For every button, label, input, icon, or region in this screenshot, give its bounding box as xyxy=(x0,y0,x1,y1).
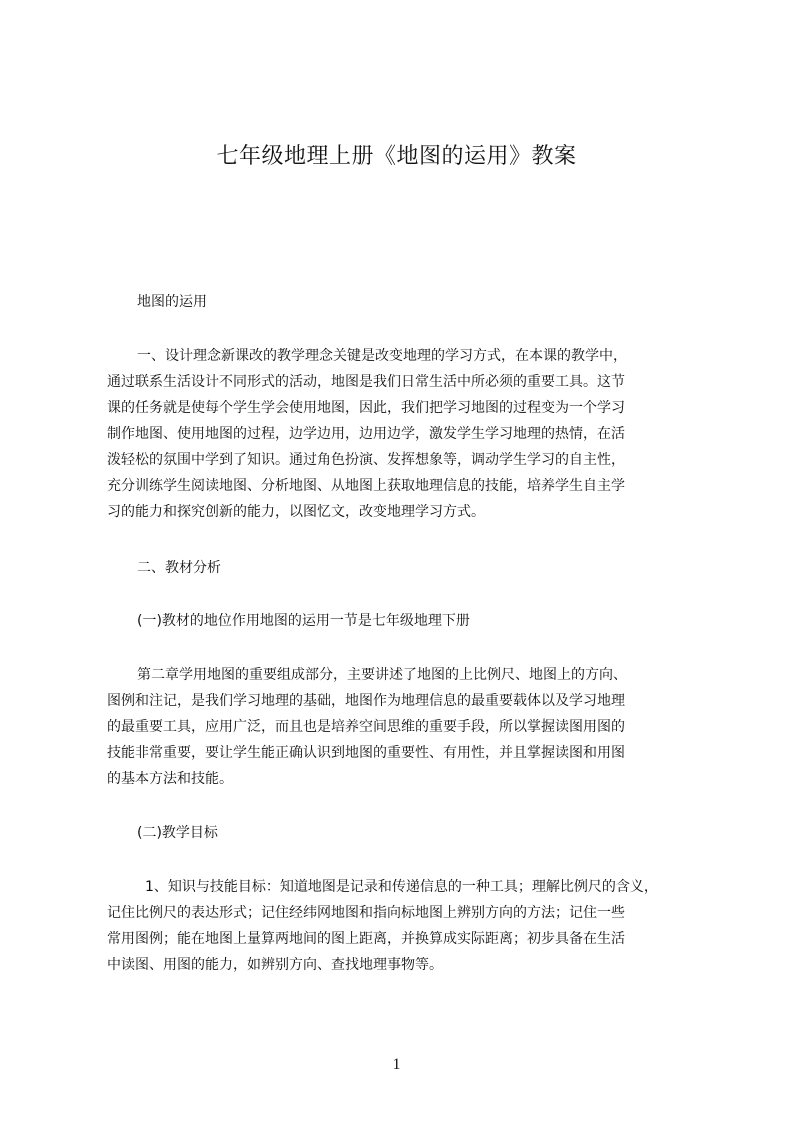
paragraph-line: 充分训练学生阅读地图、分析地图、从地图上获取地理信息的技能，培养学生自主学 xyxy=(107,478,625,494)
paragraph-line: 通过联系生活设计不同形式的活动，地图是我们日常生活中所必须的重要工具。这节 xyxy=(107,374,625,390)
paragraph-line: 记住比例尺的表达形式；记住经纬网地图和指向标地图上辨别方向的方法；记住一些 xyxy=(107,905,625,921)
heading-textbook-position: (一)教材的地位作用地图的运用一节是七年级地理下册 xyxy=(137,613,470,629)
paragraph-line: 第二章学用地图的重要组成部分，主要讲述了地图的上比例尺、地图上的方向、 xyxy=(137,667,627,683)
document-title: 七年级地理上册《地图的运用》教案 xyxy=(216,144,577,169)
paragraph-line: 课的任务就是使每个学生学会使用地图，因此，我们把学习地图的过程变为一个学习 xyxy=(107,400,625,416)
heading-textbook-analysis: 二、教材分析 xyxy=(137,560,221,576)
paragraph-line: 常用图例；能在地图上量算两地间的图上距离，并换算成实际距离；初步具备在生活 xyxy=(107,931,625,947)
paragraph-line: 1、知识与技能目标：知道地图是记录和传递信息的一种工具；理解比例尺的含义， xyxy=(145,879,658,895)
paragraph-line: 的最重要工具，应用广泛，而且也是培养空间思维的重要手段，所以掌握读图用图的 xyxy=(107,719,625,735)
paragraph-line: 泼轻松的氛围中学到了知识。通过角色扮演、发挥想象等，调动学生学习的自主性， xyxy=(107,452,625,468)
heading-teaching-objectives: (二)教学目标 xyxy=(137,825,218,841)
paragraph-line: 中读图、用图的能力，如辨别方向、查找地理事物等。 xyxy=(107,957,443,973)
paragraph-line: 一、设计理念新课改的教学理念关键是改变地理的学习方式，在本课的教学中， xyxy=(137,348,627,364)
paragraph-line: 技能非常重要，要让学生能正确认识到地图的重要性、有用性，并且掌握读图和用图 xyxy=(107,745,625,761)
paragraph-line: 制作地图、使用地图的过程，边学边用，边用边学，激发学生学习地理的热情，在活 xyxy=(107,426,625,442)
paragraph-line: 习的能力和探究创新的能力，以图忆文，改变地理学习方式。 xyxy=(107,504,485,520)
paragraph-line: 的基本方法和技能。 xyxy=(107,771,233,787)
page-number: 1 xyxy=(392,1056,401,1073)
section-subtitle: 地图的运用 xyxy=(137,294,207,310)
paragraph-line: 图例和注记，是我们学习地理的基础，地图作为地理信息的最重要载体以及学习地理 xyxy=(107,693,625,709)
